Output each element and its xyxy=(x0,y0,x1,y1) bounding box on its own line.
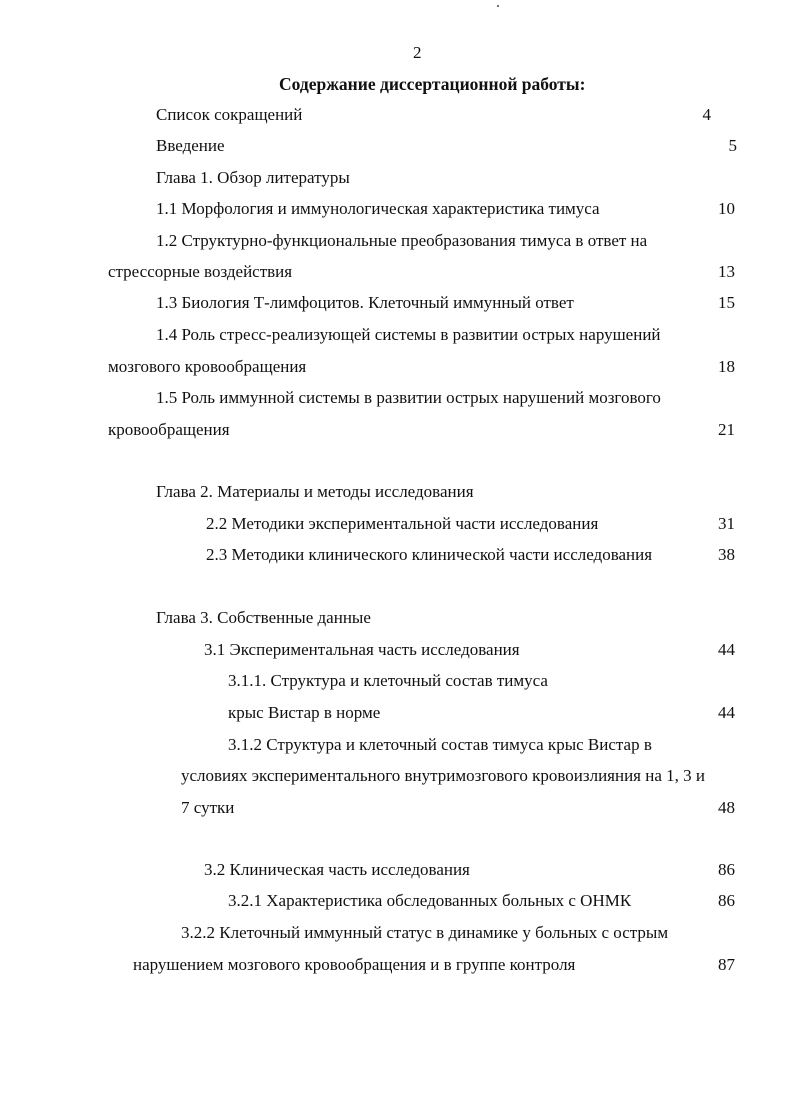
toc-section-3-2-2-line1: 3.2.2 Клеточный иммунный статус в динамике у больных с острым xyxy=(181,923,669,942)
toc-section-1-5-page: 21 xyxy=(718,420,735,439)
toc-section-1-5-line1: 1.5 Роль иммунной системы в развитии острых нарушений мозгового xyxy=(156,388,661,407)
toc-section-3-1-1-line1: 3.1.1. Структура и клеточный состав тимуса xyxy=(228,671,548,690)
page-title: Содержание диссертационной работы: xyxy=(279,74,586,94)
toc-section-3-2-2-page: 87 xyxy=(718,955,735,974)
toc-chapter-1: Глава 1. Обзор литературы xyxy=(156,168,350,187)
toc-section-3-1: 3.1 Экспериментальная часть исследования xyxy=(204,640,520,659)
toc-section-3-2-page: 86 xyxy=(718,860,735,879)
toc-intro: Введение xyxy=(156,136,225,155)
toc-section-2-2: 2.2 Методики экспериментальной части исследования xyxy=(206,514,599,533)
toc-section-3-2-1-page: 86 xyxy=(718,891,735,910)
toc-chapter-3: Глава 3. Собственные данные xyxy=(156,608,371,627)
toc-section-3-2: 3.2 Клиническая часть исследования xyxy=(204,860,470,879)
toc-section-1-4-line1: 1.4 Роль стресс-реализующей системы в развитии острых нарушений xyxy=(156,325,661,344)
toc-section-1-1-page: 10 xyxy=(718,199,735,218)
scan-speck xyxy=(497,5,499,7)
toc-section-1-3-page: 15 xyxy=(718,293,735,312)
toc-section-1-2-line1: 1.2 Структурно-функциональные преобразования тимуса в ответ на xyxy=(156,231,648,250)
page-number: 2 xyxy=(413,43,422,62)
toc-section-2-2-page: 31 xyxy=(718,514,735,533)
toc-section-3-1-2-line3: 7 сутки xyxy=(181,798,235,817)
toc-section-1-2-line2: стрессорные воздействия xyxy=(108,262,293,281)
toc-intro-page: 5 xyxy=(728,136,737,155)
toc-section-3-1-2-line1: 3.1.2 Структура и клеточный состав тимуса крыс Вистар в xyxy=(228,735,652,754)
toc-section-3-1-2-page: 48 xyxy=(718,798,735,817)
toc-section-3-1-1-line2: крыс Вистар в норме xyxy=(228,703,381,722)
toc-section-3-2-2-line2: нарушением мозгового кровообращения и в группе контроля xyxy=(133,955,576,974)
toc-section-3-1-page: 44 xyxy=(718,640,735,659)
toc-chapter-2: Глава 2. Материалы и методы исследования xyxy=(156,482,474,501)
toc-abbreviations-page: 4 xyxy=(702,105,711,124)
toc-section-1-2-page: 13 xyxy=(718,262,735,281)
toc-abbreviations: Список сокращений xyxy=(156,105,303,124)
toc-section-2-3: 2.3 Методики клинического клинической части исследования xyxy=(206,545,653,564)
toc-section-1-4-page: 18 xyxy=(718,357,735,376)
toc-section-1-3: 1.3 Биология Т-лимфоцитов. Клеточный иммунный ответ xyxy=(156,293,574,312)
toc-section-3-2-1: 3.2.1 Характеристика обследованных больных с ОНМК xyxy=(228,891,632,910)
toc-section-3-1-1-page: 44 xyxy=(718,703,735,722)
toc-section-1-1: 1.1 Морфология и иммунологическая характеристика тимуса xyxy=(156,199,600,218)
toc-section-2-3-page: 38 xyxy=(718,545,735,564)
toc-section-1-4-line2: мозгового кровообращения xyxy=(108,357,307,376)
toc-section-1-5-line2: кровообращения xyxy=(108,420,230,439)
toc-section-3-1-2-line2: условиях экспериментального внутримозгового кровоизлияния на 1, 3 и xyxy=(181,766,705,785)
